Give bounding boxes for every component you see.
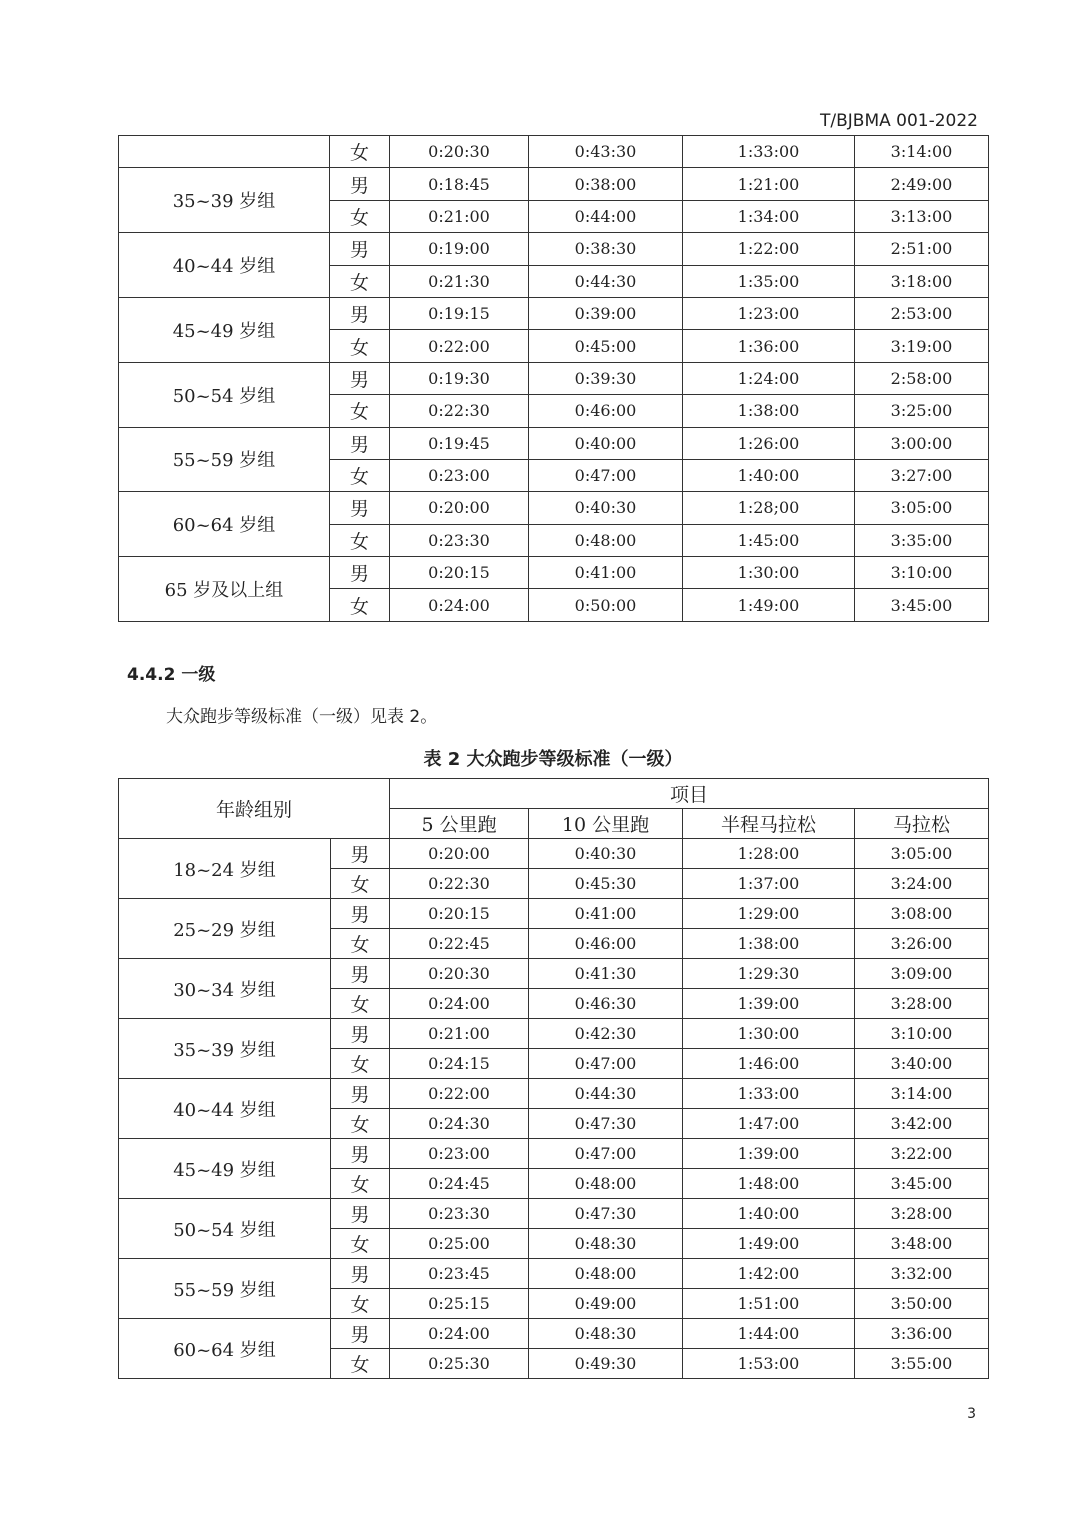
time-cell: 1:33:00 (683, 136, 855, 168)
time-cell: 0:25:00 (390, 1229, 529, 1259)
time-cell: 1:28:00 (683, 839, 855, 869)
sex-cell: 女 (331, 1109, 390, 1139)
time-cell: 3:42:00 (855, 1109, 989, 1139)
time-cell: 1:42:00 (683, 1259, 855, 1289)
time-cell: 0:24:00 (390, 589, 529, 621)
time-cell: 3:28:00 (855, 1199, 989, 1229)
time-cell: 0:24:30 (390, 1109, 529, 1139)
age-group-cell: 35~39 岁组 (119, 1019, 331, 1079)
time-cell: 0:41:00 (529, 557, 683, 589)
time-cell: 1:26:00 (683, 427, 855, 459)
time-cell: 0:22:00 (390, 330, 529, 362)
time-cell: 0:23:00 (390, 1139, 529, 1169)
sex-cell: 女 (331, 989, 390, 1019)
time-cell: 0:42:30 (529, 1019, 683, 1049)
time-cell: 0:47:00 (529, 459, 683, 491)
time-cell: 2:58:00 (855, 362, 989, 394)
time-cell: 0:49:30 (529, 1349, 683, 1379)
time-cell: 0:45:30 (529, 869, 683, 899)
time-cell: 0:40:30 (529, 839, 683, 869)
time-cell: 0:23:00 (390, 459, 529, 491)
time-cell: 0:47:00 (529, 1139, 683, 1169)
time-cell: 0:47:30 (529, 1109, 683, 1139)
time-cell: 3:32:00 (855, 1259, 989, 1289)
time-cell: 0:45:00 (529, 330, 683, 362)
table-2 (118, 778, 989, 1379)
time-cell: 2:51:00 (855, 233, 989, 265)
sex-cell: 男 (331, 959, 390, 989)
table-row (119, 362, 989, 394)
time-cell: 3:45:00 (855, 589, 989, 621)
sex-cell: 男 (331, 1139, 390, 1169)
page-number: 3 (967, 1406, 976, 1422)
time-cell: 0:40:00 (529, 427, 683, 459)
time-cell: 2:53:00 (855, 297, 989, 329)
time-cell: 3:00:00 (855, 427, 989, 459)
time-cell: 3:10:00 (855, 557, 989, 589)
time-cell: 3:05:00 (855, 492, 989, 524)
time-cell: 1:21:00 (683, 168, 855, 200)
sex-cell: 男 (331, 839, 390, 869)
column-header: 半程马拉松 (683, 809, 855, 839)
sex-cell: 男 (331, 1019, 390, 1049)
table-row (119, 1019, 989, 1049)
time-cell: 0:48:00 (529, 524, 683, 556)
time-cell: 0:50:00 (529, 589, 683, 621)
table-row (119, 427, 989, 459)
table-row (119, 899, 989, 929)
sex-cell: 男 (330, 427, 390, 459)
table-row (119, 557, 989, 589)
table-row (119, 1319, 989, 1349)
time-cell: 1:30:00 (683, 557, 855, 589)
time-cell: 0:22:45 (390, 929, 529, 959)
time-cell: 1:28;00 (683, 492, 855, 524)
time-cell: 0:44:30 (529, 265, 683, 297)
sex-cell: 女 (331, 1289, 390, 1319)
sex-cell: 男 (330, 557, 390, 589)
time-cell: 0:44:30 (529, 1079, 683, 1109)
table-row (119, 839, 989, 869)
time-cell: 0:38:00 (529, 168, 683, 200)
time-cell: 0:48:00 (529, 1169, 683, 1199)
time-cell: 0:22:30 (390, 395, 529, 427)
sex-cell: 女 (331, 1349, 390, 1379)
time-cell: 0:46:00 (529, 929, 683, 959)
sex-cell: 男 (330, 168, 390, 200)
time-cell: 0:44:00 (529, 200, 683, 232)
table-row (119, 136, 989, 168)
age-group-cell: 45~49 岁组 (119, 297, 330, 362)
time-cell: 1:38:00 (683, 395, 855, 427)
time-cell: 3:36:00 (855, 1319, 989, 1349)
time-cell: 1:49:00 (683, 589, 855, 621)
time-cell: 1:46:00 (683, 1049, 855, 1079)
column-header: 10 公里跑 (529, 809, 683, 839)
time-cell: 2:49:00 (855, 168, 989, 200)
time-cell: 3:13:00 (855, 200, 989, 232)
time-cell: 1:37:00 (683, 869, 855, 899)
time-cell: 0:38:30 (529, 233, 683, 265)
age-group-cell: 45~49 岁组 (119, 1139, 331, 1199)
time-cell: 3:40:00 (855, 1049, 989, 1079)
sex-cell: 女 (330, 459, 390, 491)
time-cell: 3:28:00 (855, 989, 989, 1019)
time-cell: 1:39:00 (683, 989, 855, 1019)
time-cell: 1:33:00 (683, 1079, 855, 1109)
table-row (119, 233, 989, 265)
sex-cell: 男 (331, 1319, 390, 1349)
age-group-cell: 50~54 岁组 (119, 362, 330, 427)
time-cell: 1:48:00 (683, 1169, 855, 1199)
age-group-cell: 50~54 岁组 (119, 1199, 331, 1259)
sex-cell: 女 (330, 589, 390, 621)
time-cell: 0:21:00 (390, 1019, 529, 1049)
sex-cell: 女 (331, 1049, 390, 1079)
time-cell: 0:20:30 (390, 136, 529, 168)
time-cell: 3:50:00 (855, 1289, 989, 1319)
time-cell: 1:24:00 (683, 362, 855, 394)
age-group-cell: 30~34 岁组 (119, 959, 331, 1019)
time-cell: 3:26:00 (855, 929, 989, 959)
column-header: 马拉松 (855, 809, 989, 839)
sex-cell: 男 (330, 362, 390, 394)
sex-cell: 女 (330, 200, 390, 232)
time-cell: 3:45:00 (855, 1169, 989, 1199)
time-cell: 0:20:00 (390, 839, 529, 869)
sex-cell: 女 (331, 1169, 390, 1199)
time-cell: 3:22:00 (855, 1139, 989, 1169)
sex-cell: 男 (331, 1079, 390, 1109)
sex-cell: 女 (331, 1229, 390, 1259)
time-cell: 1:29:00 (683, 899, 855, 929)
time-cell: 3:27:00 (855, 459, 989, 491)
time-cell: 3:35:00 (855, 524, 989, 556)
time-cell: 1:30:00 (683, 1019, 855, 1049)
sex-cell: 女 (331, 869, 390, 899)
time-cell: 3:25:00 (855, 395, 989, 427)
time-cell: 3:55:00 (855, 1349, 989, 1379)
time-cell: 0:25:15 (390, 1289, 529, 1319)
time-cell: 0:24:00 (390, 989, 529, 1019)
sex-cell: 女 (330, 265, 390, 297)
age-group-cell: 40~44 岁组 (119, 1079, 331, 1139)
time-cell: 1:36:00 (683, 330, 855, 362)
age-group-cell: 40~44 岁组 (119, 233, 330, 298)
age-group-cell: 60~64 岁组 (119, 492, 330, 557)
age-group-cell (119, 136, 330, 168)
time-cell: 3:08:00 (855, 899, 989, 929)
sex-cell: 女 (330, 330, 390, 362)
time-cell: 0:24:00 (390, 1319, 529, 1349)
table-row (119, 168, 989, 200)
time-cell: 1:22:00 (683, 233, 855, 265)
sex-cell: 男 (331, 1259, 390, 1289)
time-cell: 1:34:00 (683, 200, 855, 232)
time-cell: 3:14:00 (855, 136, 989, 168)
time-cell: 0:48:30 (529, 1229, 683, 1259)
time-cell: 3:10:00 (855, 1019, 989, 1049)
time-cell: 0:20:15 (390, 899, 529, 929)
time-cell: 3:24:00 (855, 869, 989, 899)
column-header: 5 公里跑 (390, 809, 529, 839)
table-row (119, 959, 989, 989)
age-group-cell: 18~24 岁组 (119, 839, 331, 899)
table-2-caption: 表 2 大众跑步等级标准（一级） (423, 749, 683, 770)
table-row (119, 1139, 989, 1169)
sex-cell: 男 (331, 899, 390, 929)
time-cell: 0:23:45 (390, 1259, 529, 1289)
time-cell: 1:38:00 (683, 929, 855, 959)
time-cell: 0:24:45 (390, 1169, 529, 1199)
table-header-row (119, 779, 989, 809)
age-group-cell: 60~64 岁组 (119, 1319, 331, 1379)
time-cell: 1:23:00 (683, 297, 855, 329)
time-cell: 0:46:00 (529, 395, 683, 427)
time-cell: 3:14:00 (855, 1079, 989, 1109)
time-cell: 0:49:00 (529, 1289, 683, 1319)
time-cell: 3:19:00 (855, 330, 989, 362)
time-cell: 1:45:00 (683, 524, 855, 556)
age-group-cell: 65 岁及以上组 (119, 557, 330, 622)
time-cell: 1:53:00 (683, 1349, 855, 1379)
time-cell: 0:19:45 (390, 427, 529, 459)
time-cell: 0:43:30 (529, 136, 683, 168)
time-cell: 0:20:15 (390, 557, 529, 589)
time-cell: 1:39:00 (683, 1139, 855, 1169)
sex-cell: 男 (330, 233, 390, 265)
age-group-cell: 55~59 岁组 (119, 1259, 331, 1319)
time-cell: 0:48:30 (529, 1319, 683, 1349)
time-cell: 0:22:00 (390, 1079, 529, 1109)
time-cell: 0:21:00 (390, 200, 529, 232)
time-cell: 3:18:00 (855, 265, 989, 297)
sex-cell: 男 (330, 492, 390, 524)
time-cell: 0:21:30 (390, 265, 529, 297)
time-cell: 1:44:00 (683, 1319, 855, 1349)
time-cell: 3:09:00 (855, 959, 989, 989)
time-cell: 0:39:30 (529, 362, 683, 394)
time-cell: 0:39:00 (529, 297, 683, 329)
time-cell: 0:48:00 (529, 1259, 683, 1289)
time-cell: 0:18:45 (390, 168, 529, 200)
table-row (119, 1199, 989, 1229)
sex-cell: 男 (330, 297, 390, 329)
project-header: 项目 (390, 779, 989, 809)
time-cell: 0:20:00 (390, 492, 529, 524)
age-group-header: 年龄组别 (119, 779, 390, 839)
time-cell: 1:51:00 (683, 1289, 855, 1319)
time-cell: 0:25:30 (390, 1349, 529, 1379)
time-cell: 1:47:00 (683, 1109, 855, 1139)
time-cell: 0:41:30 (529, 959, 683, 989)
time-cell: 0:47:00 (529, 1049, 683, 1079)
sex-cell: 女 (330, 524, 390, 556)
section-heading: 4.4.2 一级 (127, 665, 216, 685)
age-group-cell: 35~39 岁组 (119, 168, 330, 233)
time-cell: 0:46:30 (529, 989, 683, 1019)
time-cell: 0:47:30 (529, 1199, 683, 1229)
table-row (119, 297, 989, 329)
age-group-cell: 25~29 岁组 (119, 899, 331, 959)
time-cell: 1:40:00 (683, 1199, 855, 1229)
time-cell: 0:19:30 (390, 362, 529, 394)
time-cell: 0:24:15 (390, 1049, 529, 1079)
sex-cell: 女 (330, 136, 390, 168)
time-cell: 0:22:30 (390, 869, 529, 899)
time-cell: 0:20:30 (390, 959, 529, 989)
time-cell: 0:23:30 (390, 524, 529, 556)
table-row (119, 1079, 989, 1109)
sex-cell: 女 (331, 929, 390, 959)
table-row (119, 492, 989, 524)
sex-cell: 女 (330, 395, 390, 427)
time-cell: 3:05:00 (855, 839, 989, 869)
time-cell: 1:40:00 (683, 459, 855, 491)
time-cell: 1:49:00 (683, 1229, 855, 1259)
time-cell: 1:29:30 (683, 959, 855, 989)
table-row (119, 1259, 989, 1289)
time-cell: 1:35:00 (683, 265, 855, 297)
time-cell: 3:48:00 (855, 1229, 989, 1259)
time-cell: 0:40:30 (529, 492, 683, 524)
time-cell: 0:23:30 (390, 1199, 529, 1229)
age-group-cell: 55~59 岁组 (119, 427, 330, 492)
section-intro: 大众跑步等级标准（一级）见表 2。 (166, 707, 438, 727)
sex-cell: 男 (331, 1199, 390, 1229)
time-cell: 0:19:00 (390, 233, 529, 265)
time-cell: 0:41:00 (529, 899, 683, 929)
document-code: T/BJBMA 001-2022 (820, 111, 978, 131)
time-cell: 0:19:15 (390, 297, 529, 329)
table-1-continued (118, 135, 989, 622)
